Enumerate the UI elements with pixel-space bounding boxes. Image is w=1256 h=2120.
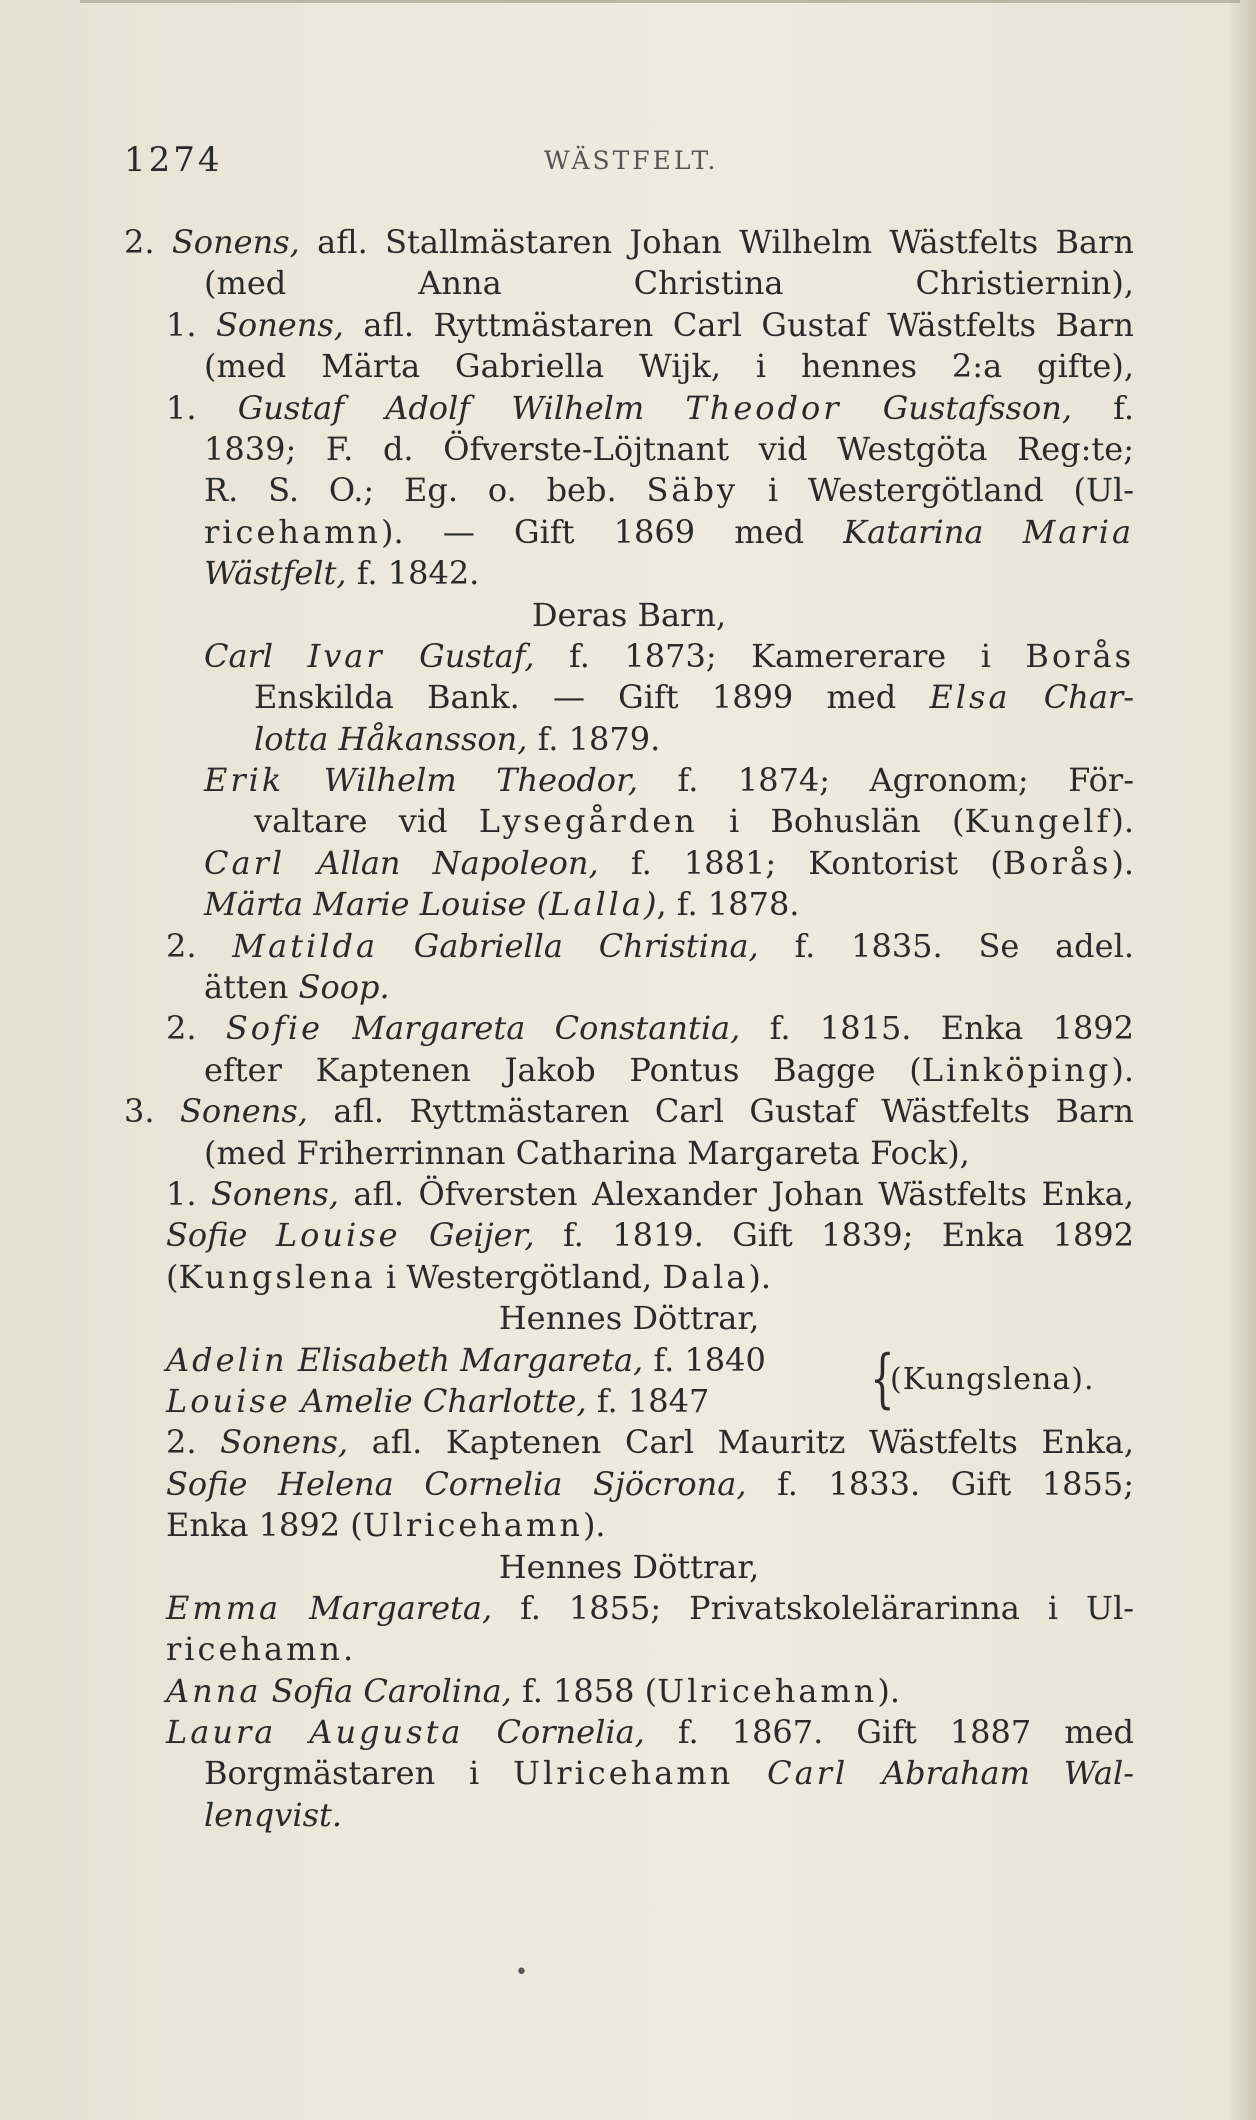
text-line: Wästfelt, f. 1842. (204, 554, 480, 593)
text-run: Augusta (309, 1713, 464, 1752)
text-run: Säby (646, 471, 739, 510)
text-run: lenqvist. (204, 1795, 343, 1834)
text-run: Ulricehamn (657, 1671, 878, 1710)
text-run: ricehamn (166, 1630, 344, 1669)
text-run: Laura (166, 1713, 277, 1752)
text-run: Sonens, (220, 1423, 349, 1462)
text-run: Sonens, (211, 1174, 339, 1213)
text-line: Carl Allan Napoleon, f. 1881; Kontorist (Borås). (204, 843, 1135, 882)
text-line: Erik Wilhelm Theodor, f. 1874; Agronom; För- (204, 761, 1134, 800)
text-run: Char- (1010, 678, 1135, 717)
text-line: 1. Gustaf Adolf Wilhelm Theodor Gustafsson, f. (166, 388, 1135, 427)
text-run: Margareta Constantia, (323, 1009, 741, 1048)
text-line: Borgmästaren i Ulricehamn Carl Abraham Wal- (204, 1754, 1135, 1793)
text-run: Emma (166, 1588, 282, 1627)
text-line (124, 1795, 1134, 1836)
text-run: Sofie (166, 1216, 276, 1255)
text-run: Märta Marie Louise ( (204, 885, 550, 924)
text-run: Ulricehamn (513, 1754, 734, 1793)
text-line: efter Kaptenen Jakob Pontus Bagge (Linköping). (204, 1050, 1134, 1089)
text-line: Emma Margareta, f. 1855; Privatskolelärarinna i Ul- (166, 1588, 1135, 1627)
text-run: Elsa (929, 678, 1011, 717)
text-run: Gustaf, (384, 636, 535, 675)
text-line: 2. Sofie Margareta Constantia, f. 1815. Enka 1892 (166, 1009, 1135, 1048)
text-run: Kungslena (178, 1257, 376, 1296)
text-line: (med Friherrinnan Catharina Margareta Fock), (204, 1133, 970, 1172)
section-heading: Deras Barn, (531, 595, 727, 634)
text-line: 1. Sonens, afl. Ryttmästaren Carl Gustaf Wästfelts Barn (166, 305, 1135, 344)
text-line: 2. Sonens, afl. Stallmästaren Johan Wilhelm Wästfelts Barn (124, 223, 1134, 261)
text-run: ) (643, 885, 657, 924)
top-rule (80, 0, 1240, 3)
text-line: (med Märta Gabriella Wijk, i hennes 2:a gifte), (204, 347, 1134, 386)
text-run: Sofie (225, 1009, 324, 1048)
text-line: ricehamn. (166, 1630, 354, 1669)
text-line: Sofie Helena Cornelia Sjöcrona, f. 1833. Gift 1855; (166, 1464, 1135, 1503)
brace-annotation (862, 1340, 1142, 1422)
text-run: Wilhelm Theodor, (284, 761, 639, 800)
text-run: Katarina (843, 512, 1023, 551)
text-line: Enka 1892 (Ulricehamn). (166, 1506, 606, 1545)
text-line: (Kungslena i Westergötland, Dala). (166, 1257, 772, 1296)
text-run: Elisabeth Margareta, (287, 1340, 644, 1379)
text-run: Louise (275, 1216, 401, 1255)
text-run: Margareta, (281, 1588, 493, 1627)
text-run: Dala (662, 1257, 749, 1296)
page-header (124, 140, 1134, 190)
text-run: Erik (204, 761, 285, 800)
text-run: Allan Napoleon, (285, 843, 599, 882)
text-line: Laura Augusta Cornelia, f. 1867. Gift 1887 med (166, 1713, 1135, 1752)
text-run: Ulricehamn (362, 1506, 583, 1545)
text-run: Cornelia, (463, 1713, 645, 1752)
text-line: Sofie Louise Geijer, f. 1819. Gift 1839; Enka 1892 (166, 1216, 1135, 1255)
text-line: Anna Sofia Carolina, f. 1858 (Ulricehamn). (166, 1671, 901, 1710)
text-run: Abraham Wal- (848, 1754, 1135, 1793)
text-run: Sonens, (180, 1092, 308, 1131)
text-run: Gabriella Christina, (378, 926, 759, 965)
text-line: 2. Sonens, afl. Kaptenen Carl Mauritz Wästfelts Enka, (166, 1423, 1135, 1462)
text-run: Theodor (685, 388, 842, 427)
text-line: 1839; F. d. Öfverste-Löjtnant vid Westgöta Reg:te; (204, 429, 1134, 468)
text-run: Carl (204, 843, 286, 882)
text-line: Enskilda Bank. — Gift 1899 med Elsa Char- (254, 678, 1135, 717)
text-run: lotta Håkansson, (254, 719, 528, 758)
text-run: Adelin (166, 1340, 288, 1379)
text-run: Linköping (921, 1050, 1112, 1089)
genealogy-text (124, 222, 1134, 1836)
section-heading: Hennes Döttrar, (498, 1547, 760, 1586)
text-run: Sofie Helena Cornelia Sjöcrona, (166, 1464, 747, 1503)
text-line: 1. Sonens, afl. Öfversten Alexander Johan Wästfelts Enka, (166, 1174, 1135, 1213)
text-run: Sofia Carolina, (261, 1671, 512, 1710)
text-run: Lysegården (478, 802, 698, 841)
text-line: Adelin Elisabeth Margareta, f. 1840 (166, 1340, 766, 1379)
text-run: Sonens, (171, 223, 300, 261)
text-line: valtare vid Lysegården i Bohuslän (Kungelf). (254, 802, 1135, 841)
text-run: Maria (1022, 512, 1135, 551)
text-run: Anna (166, 1671, 262, 1710)
running-title: WÄSTFELT. (544, 146, 719, 175)
section-heading: Hennes Döttrar, (498, 1299, 760, 1338)
text-line: 2. Matilda Gabriella Christina, f. 1835. Se adel. (166, 926, 1135, 965)
text-line: (med Anna Christina Christiernin), (204, 264, 1134, 303)
text-run: Louise (166, 1381, 291, 1420)
text-run: Borås (1025, 636, 1134, 675)
text-run: Carl (204, 636, 308, 675)
text-run: ricehamn (204, 512, 382, 551)
text-run: Wästfelt, (204, 554, 347, 593)
text-line: ätten Soop. (204, 968, 390, 1007)
text-run: Borås (1002, 843, 1112, 882)
text-run: Soop. (298, 968, 390, 1007)
page-edge-shadow (1228, 0, 1256, 2120)
text-run: Sonens, (216, 305, 344, 344)
text-line: lotta Håkansson, f. 1879. (254, 719, 661, 758)
text-run: Kungelf (964, 802, 1112, 841)
brace-symbol: { (870, 1342, 895, 1416)
text-run: Ivar (307, 636, 385, 675)
text-run: Amelie Charlotte, (290, 1381, 587, 1420)
text-run: Gustafsson, (841, 388, 1072, 427)
text-line: Louise Amelie Charlotte, f. 1847 (166, 1381, 710, 1420)
text-run: Lalla (549, 885, 644, 924)
text-line: Carl Ivar Gustaf, f. 1873; Kamererare i Borås (204, 636, 1134, 675)
text-run: Matilda (232, 926, 379, 965)
text-line: ricehamn). — Gift 1869 med Katarina Maria (204, 512, 1135, 551)
footer-mark: • (515, 1960, 528, 1985)
text-line: 3. Sonens, afl. Ryttmästaren Carl Gustaf Wästfelts Barn (124, 1092, 1135, 1131)
text-run: Gustaf Adolf Wilhelm (237, 388, 686, 427)
text-line: R. S. O.; Eg. o. beb. Säby i Westergötland (Ul- (204, 471, 1134, 510)
text-line: Märta Marie Louise (Lalla), f. 1878. (204, 885, 800, 924)
text-run: Carl (767, 1754, 849, 1793)
text-run: Geijer, (400, 1216, 535, 1255)
brace-note: (Kungslena). (890, 1362, 1095, 1397)
page-number: 1274 (124, 140, 223, 180)
